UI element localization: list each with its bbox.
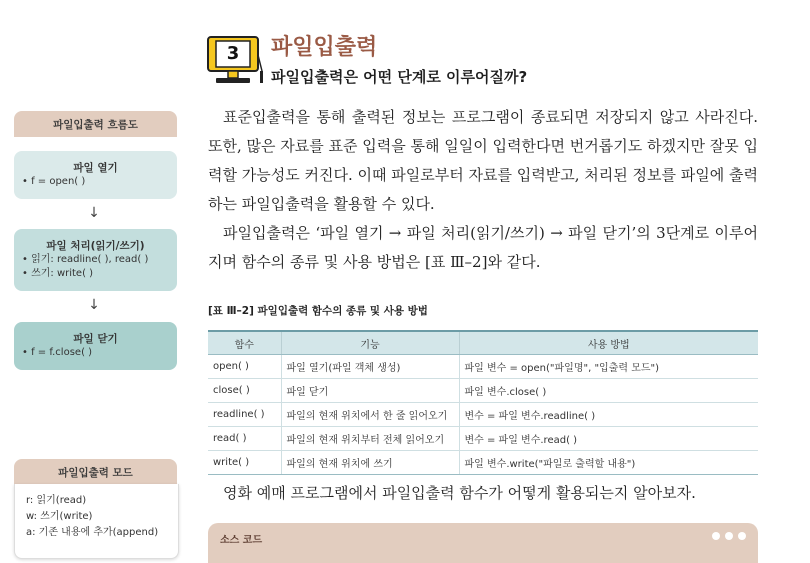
flow-arrow: ↓	[88, 205, 100, 221]
file-mode-line: r: 읽기(read)	[26, 495, 87, 506]
flow-step-line: • f = f.close( )	[22, 347, 93, 358]
table-cell: close( )	[208, 379, 281, 403]
table-cell: 파일의 현재 위치부터 전체 읽어오기	[281, 427, 459, 451]
table-cell: write( )	[208, 451, 281, 475]
table-cell: readline( )	[208, 403, 281, 427]
table-cell: 파일 닫기	[281, 379, 459, 403]
section-title: 파일입출력	[271, 35, 378, 60]
table-row	[208, 403, 758, 427]
table-cell: 파일 변수.write("파일로 출력할 내용")	[459, 451, 758, 475]
table-cell: 파일의 현재 위치에 쓰기	[281, 451, 459, 475]
table-cell: 변수 = 파일 변수.read( )	[459, 427, 758, 451]
window-dots-icon	[712, 532, 746, 540]
body-paragraph: 영화 예매 프로그램에서 파일입출력 함수가 어떻게 활용되는지 알아보자.	[223, 484, 696, 502]
source-code-panel	[208, 523, 758, 563]
table-cell: 파일 변수 = open("파일명", "입출력 모드")	[459, 355, 758, 379]
file-mode-line: a: 기존 내용에 추가(append)	[26, 527, 159, 538]
table-cell: 파일 열기(파일 객체 생성)	[281, 355, 459, 379]
table-row	[208, 451, 758, 475]
dot-icon	[725, 532, 733, 540]
file-mode-header: 파일입출력 모드	[14, 459, 177, 485]
dot-icon	[712, 532, 720, 540]
table-cell: 변수 = 파일 변수.readline( )	[459, 403, 758, 427]
flow-step-process	[14, 229, 177, 291]
table-row	[208, 427, 758, 451]
body-paragraph: 파일입출력은 ‘파일 열기 → 파일 처리(읽기/쓰기) → 파일 닫기’의 3단계로 이루어지며 함수의 종류 및 사용 방법은 [표 Ⅲ–2]와 같다.	[208, 224, 758, 271]
intro-text	[208, 103, 758, 277]
table-cell: 파일 변수.close( )	[459, 379, 758, 403]
flow-step-title: 파일 열기	[73, 162, 118, 174]
dot-icon	[738, 532, 746, 540]
flow-step-line: • 쓰기: write( )	[22, 268, 94, 279]
section-number: 3	[226, 42, 240, 64]
flow-step-open	[14, 151, 177, 199]
table-header-cell: 사용 방법	[459, 331, 758, 355]
table-cell: read( )	[208, 427, 281, 451]
table-cell: open( )	[208, 355, 281, 379]
table-row	[208, 379, 758, 403]
table-caption: [표 Ⅲ–2] 파일입출력 함수의 종류 및 사용 방법	[208, 305, 428, 317]
table-cell: 파일의 현재 위치에서 한 줄 읽어오기	[281, 403, 459, 427]
flow-step-line: • 읽기: readline( ), read( )	[22, 254, 149, 265]
flow-step-title: 파일 처리(읽기/쓰기)	[46, 240, 145, 252]
flow-step-line: • f = open( )	[22, 176, 86, 187]
file-mode-box	[14, 484, 179, 559]
table-header-cell: 기능	[281, 331, 459, 355]
file-function-table	[208, 330, 758, 475]
closing-text	[208, 479, 758, 508]
table-header-cell: 함수	[208, 331, 281, 355]
table-row	[208, 355, 758, 379]
section-subtitle: 파일입출력은 어떤 단계로 이루어질까?	[271, 68, 528, 86]
table-header-row	[208, 331, 758, 355]
flow-step-close	[14, 322, 177, 370]
flow-chart-header: 파일입출력 흐름도	[14, 111, 177, 137]
body-paragraph: 표준입출력을 통해 출력된 정보는 프로그램이 종료되면 저장되지 않고 사라진다. 또한, 많은 자료를 표준 입력을 통해 일일이 입력한다면 번거롭기도 하겠지만 잘못 입력할 가능성도 커진다. 이때 파일로부터 자료를 입력받고, 처리된 정보를 파일에 출력하는 파일입출력을 활용할 수 있다.	[208, 108, 758, 213]
flow-step-title: 파일 닫기	[73, 333, 118, 345]
source-code-label: 소스 코드	[220, 535, 263, 546]
flow-arrow: ↓	[88, 297, 100, 313]
file-mode-line: w: 쓰기(write)	[26, 511, 93, 522]
